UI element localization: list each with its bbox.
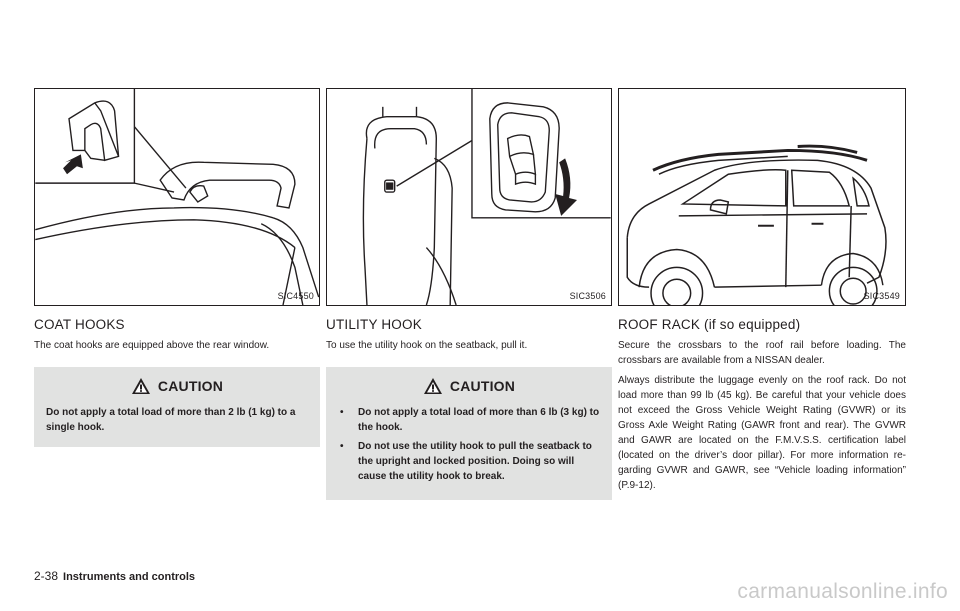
- caution-box: [34, 367, 320, 447]
- section-heading-utility-hook: UTILITY HOOK: [326, 317, 422, 332]
- warning-triangle-icon: [423, 377, 443, 395]
- section-heading-coat-hooks: COAT HOOKS: [34, 317, 125, 332]
- caution-box: [326, 367, 612, 500]
- roof-rack-heading-suffix: (if so equipped): [704, 317, 801, 332]
- roof-rack-figure: [618, 88, 906, 306]
- coat-hook-figure: [34, 88, 320, 306]
- roof-rack-heading-text: ROOF RACK: [618, 317, 701, 332]
- roof-rack-paragraph: Secure the crossbars to the roof rail before loading. The crossbars are available from a NISSAN dealer.: [618, 340, 906, 366]
- bullet: •: [340, 441, 344, 452]
- caution-header: [46, 377, 308, 395]
- page-footer: [34, 569, 195, 583]
- caution-title: CAUTION: [449, 378, 516, 394]
- watermark: carmanualsonline.info: [737, 580, 948, 603]
- coat-hooks-column: [34, 88, 320, 447]
- caution-item-text: Do not apply a total load of more than 6 lb (3 kg) to the hook.: [358, 407, 600, 433]
- section-heading-roof-rack: [618, 317, 906, 332]
- roof-rack-column: [618, 88, 906, 498]
- footer-section-title: Instruments and controls: [63, 571, 196, 583]
- figure-code: SIC4550: [277, 291, 314, 301]
- roof-rack-paragraph: Always distribute the luggage evenly on the roof rack. Do not load more than 99 lb (45 kg). Be careful that your vehicle does not exceed the Gross Vehicle Weight Rating (GVWR) or its Gross Axle Weight Rating (GAWR front and rear). The GVWR and GAWR are located on the F.M.V.S.S. certification label (located on the driver’s door pillar). For more information re-garding GVWR and GAWR, see “Vehicle loading information” (P.9-12).: [618, 375, 906, 491]
- caution-item: [338, 439, 600, 484]
- utility-hook-figure: [326, 88, 612, 306]
- caution-list: [338, 405, 600, 484]
- figure-code: SIC3506: [569, 291, 606, 301]
- coat-hooks-body: The coat hooks are equipped above the rear window.: [34, 340, 270, 351]
- warning-triangle-icon: [131, 377, 151, 395]
- caution-title: CAUTION: [157, 378, 224, 394]
- caution-item-text: Do not use the utility hook to pull the seatback to the upright and locked position. Doing so will cause the utility hook to break.: [358, 441, 592, 482]
- page-number: 2-38: [34, 569, 59, 583]
- roof-rack-illustration: [619, 89, 905, 305]
- caution-header: [338, 377, 600, 395]
- caution-item: [338, 405, 600, 435]
- utility-hook-body: To use the utility hook on the seatback, pull it.: [326, 340, 528, 351]
- figure-code: SIC3549: [863, 291, 900, 301]
- coat-hook-illustration: [35, 89, 319, 305]
- caution-text: Do not apply a total load of more than 2 lb (1 kg) to a single hook.: [46, 407, 296, 433]
- utility-hook-illustration: [327, 89, 611, 305]
- utility-hook-column: [326, 88, 612, 500]
- bullet: •: [340, 407, 344, 418]
